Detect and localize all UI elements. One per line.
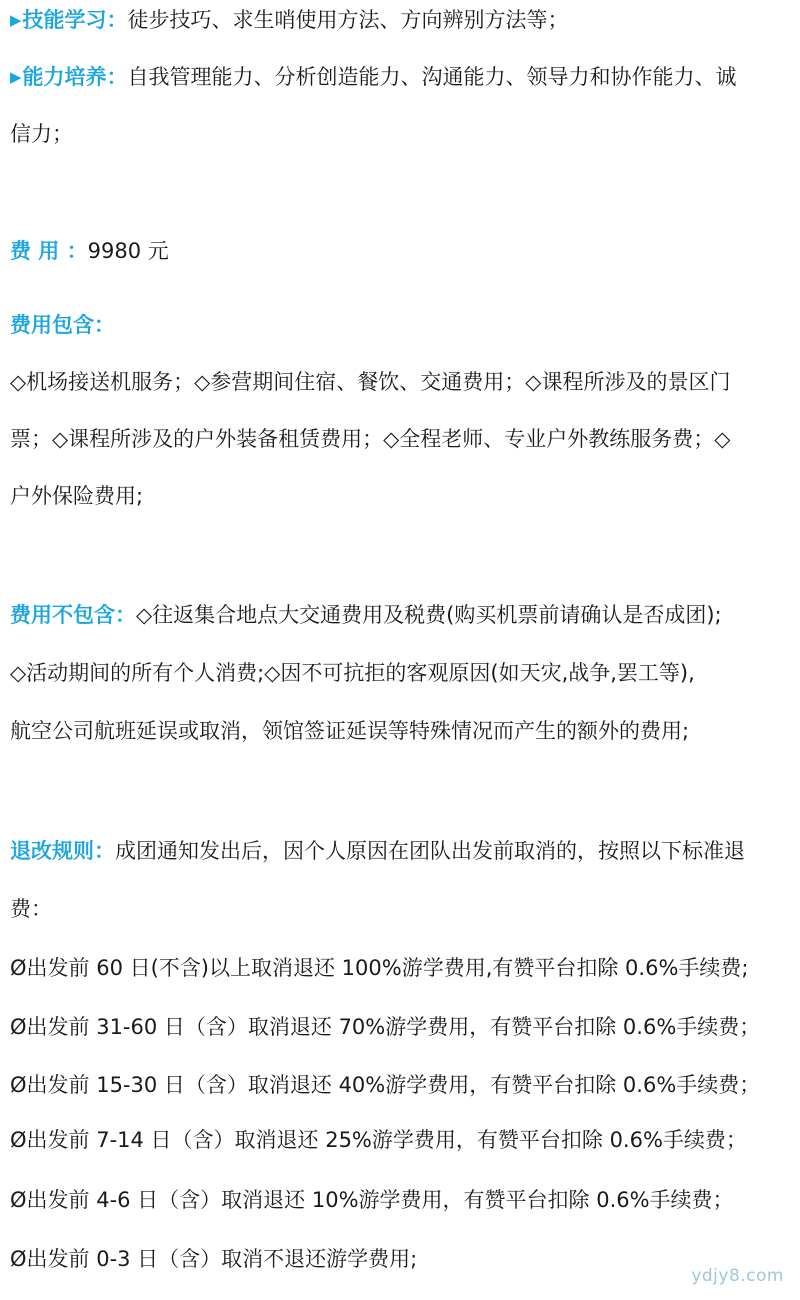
triangle-bullet-icon: ▶ xyxy=(10,11,22,29)
triangle-bullet-icon: ▶ xyxy=(10,68,22,86)
skills-label: 技能学习： xyxy=(22,8,128,32)
abilities-line xyxy=(10,62,790,92)
refund-rule: Ø出发前 60 日(不含)以上取消退还 100%游学费用,有赞平台扣除 0.6%手续费; xyxy=(10,956,749,980)
fee-label: 费 用 ： xyxy=(10,239,88,263)
watermark-text: ydjy8.com xyxy=(691,1266,784,1286)
included-line-2: 票；◇课程所涉及的户外装备租赁费用；◇全程老师、专业户外教练服务费；◇ xyxy=(10,427,731,451)
refund-rule: Ø出发前 15-30 日（含）取消退还 40%游学费用，有赞平台扣除 0.6%手续费； xyxy=(10,1073,761,1097)
excluded-text: ◇往返集合地点大交通费用及税费(购买机票前请确认是否成团); xyxy=(136,603,722,627)
abilities-text: 自我管理能力、分析创造能力、沟通能力、领导力和协作能力、诚 xyxy=(127,65,737,89)
refund-label: 退改规则： xyxy=(10,839,115,863)
skills-line xyxy=(10,5,790,35)
refund-rule: Ø出发前 7-14 日（含）取消退还 25%游学费用，有赞平台扣除 0.6%手续费； xyxy=(10,1128,747,1152)
included-line-1: ◇机场接送机服务；◇参营期间住宿、餐饮、交通费用；◇课程所涉及的景区门 xyxy=(10,370,731,394)
skills-text: 徒步技巧、求生哨使用方法、方向辨别方法等； xyxy=(127,8,569,32)
included-label-line xyxy=(10,310,790,340)
excluded-label: 费用不包含： xyxy=(10,603,136,627)
fee-value: 9980 元 xyxy=(87,239,169,263)
refund-rule: Ø出发前 31-60 日（含）取消退还 70%游学费用，有赞平台扣除 0.6%手续费； xyxy=(10,1015,761,1039)
refund-line-1 xyxy=(10,836,790,866)
refund-intro: 成团通知发出后，因个人原因在团队出发前取消的，按照以下标准退 xyxy=(115,839,745,863)
excluded-line-3: 航空公司航班延误或取消，领馆签证延误等特殊情况而产生的额外的费用; xyxy=(10,719,690,743)
refund-rule: Ø出发前 4-6 日（含）取消退还 10%游学费用，有赞平台扣除 0.6%手续费； xyxy=(10,1188,734,1212)
included-label: 费用包含： xyxy=(10,313,115,337)
excluded-line-2: ◇活动期间的所有个人消费;◇因不可抗拒的客观原因(如天灾,战争,罢工等), xyxy=(10,661,695,685)
excluded-line-1 xyxy=(10,600,790,630)
refund-line-2: 费： xyxy=(10,897,52,921)
abilities-label: 能力培养： xyxy=(22,65,128,89)
abilities-line-2: 信力； xyxy=(10,122,73,146)
included-line-3: 户外保险费用; xyxy=(10,484,144,508)
fee-line xyxy=(10,236,790,266)
refund-rule: Ø出发前 0-3 日（含）取消不退还游学费用; xyxy=(10,1247,418,1271)
